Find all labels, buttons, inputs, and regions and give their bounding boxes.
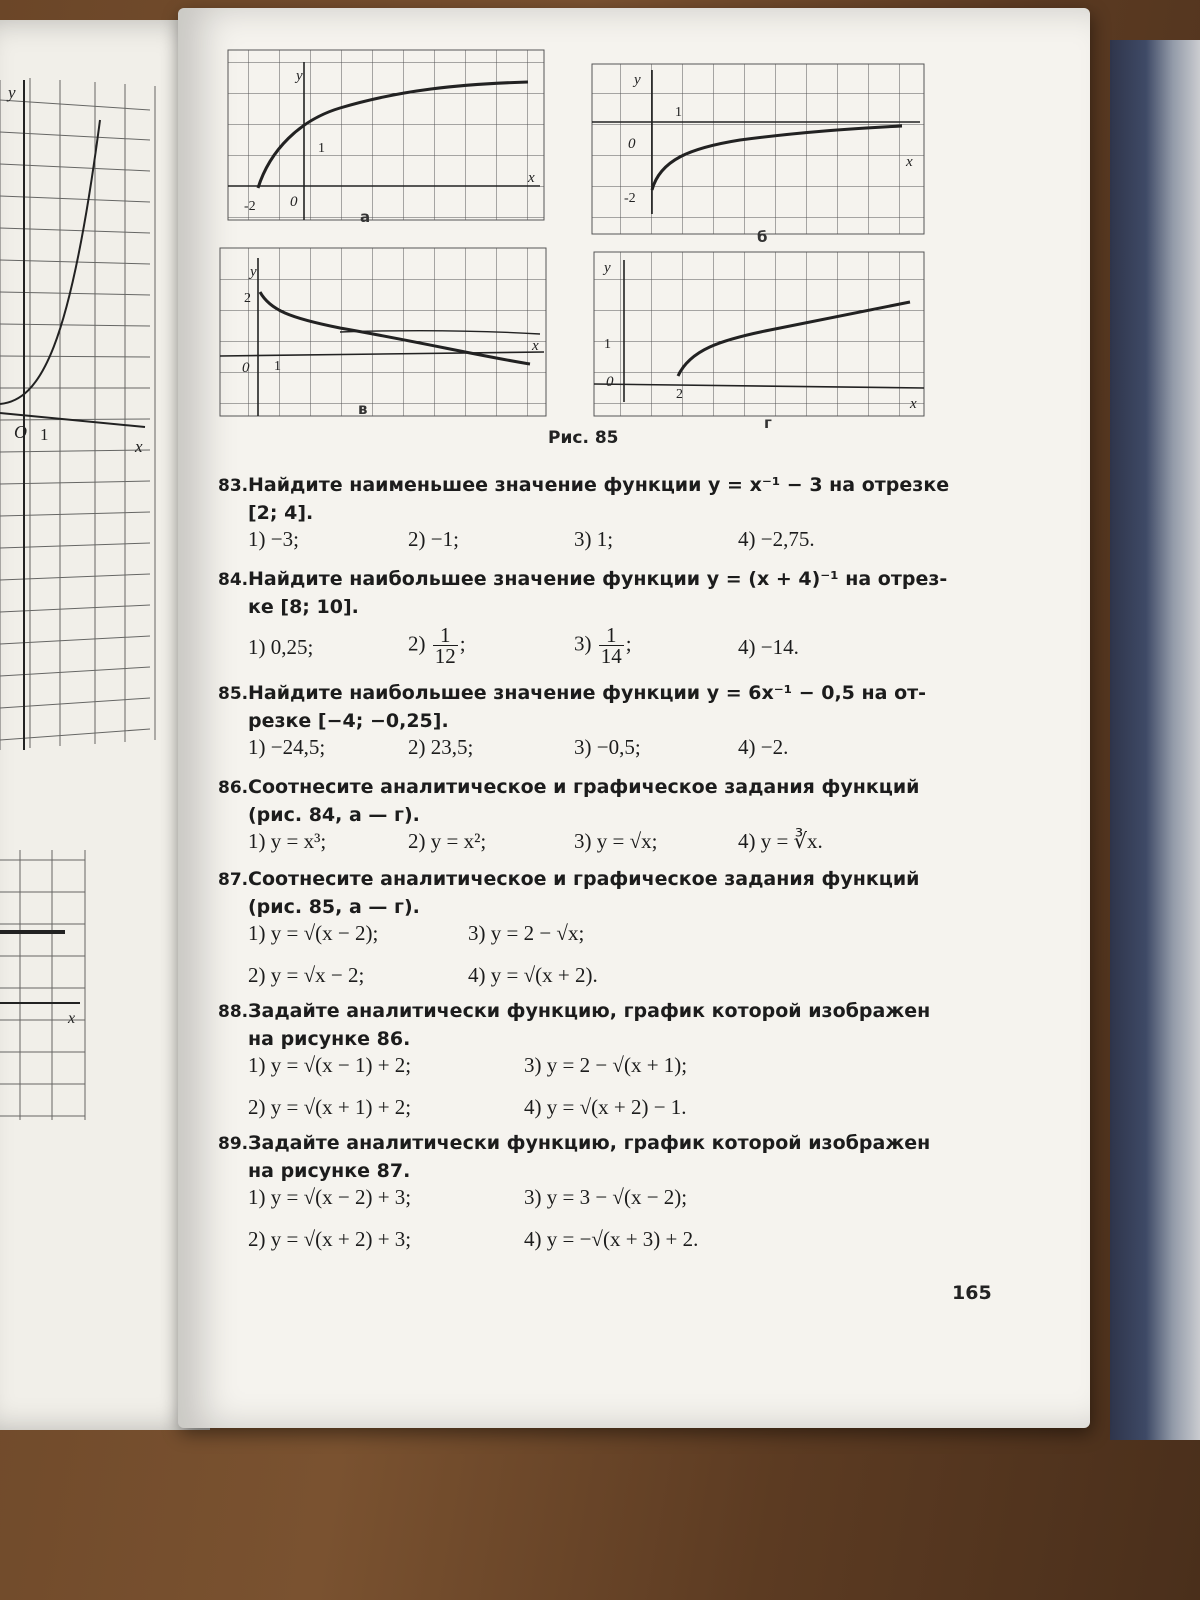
panel-b-y-label: y (634, 72, 641, 88)
problem-84 (218, 566, 978, 673)
panel-b-origin: 0 (628, 136, 636, 152)
problem-text-line2: на рисунке 87. (248, 1160, 411, 1182)
problem-83 (218, 472, 978, 561)
panel-g (594, 252, 924, 416)
answer-option-2-prefix: 2) (408, 631, 426, 656)
fraction-numerator: 1 (599, 625, 624, 646)
figure-85 (0, 0, 1200, 470)
problem-text-line1: Задайте аналитически функцию, график которой изображен (248, 1132, 931, 1154)
panel-a-letter: а (360, 208, 371, 226)
problem-text-line2: (рис. 84, а — г). (248, 804, 420, 826)
problem-text-line1: Соотнесите аналитическое и графическое задания функций (248, 868, 920, 890)
panel-g-x-label: x (910, 396, 917, 412)
fraction-denominator: 12 (434, 644, 456, 668)
problem-text-line1: Соотнесите аналитическое и графическое задания функций (248, 776, 920, 798)
answer-option-4[interactable]: 4) −2,75. (738, 527, 815, 551)
problem-text-line1: Найдите наименьшее значение функции y = x⁻¹ − 3 на отрезке (248, 474, 950, 496)
figure-caption: Рис. 85 (548, 428, 619, 448)
panel-g-tick-1: 1 (604, 337, 611, 352)
answer-option-2[interactable]: 2) y = √(x + 1) + 2; (248, 1095, 412, 1119)
answer-option-1[interactable]: 1) y = x³; (248, 829, 327, 853)
panel-a-tick-neg2: -2 (244, 199, 256, 214)
panel-a (228, 50, 544, 220)
panel-g-tick-2: 2 (676, 387, 683, 402)
left-one-label: 1 (40, 425, 49, 444)
answer-option-3[interactable]: 3) 1; (574, 527, 614, 551)
problem-89 (218, 1130, 978, 1261)
answer-option-4[interactable]: 4) y = √(x + 2). (468, 963, 598, 987)
answer-option-2[interactable]: 2) −1; (408, 527, 459, 551)
panel-v-letter: в (358, 400, 368, 418)
left-origin-label: O (14, 422, 27, 442)
left-y-label: y (8, 83, 16, 102)
panel-v-tick-1: 1 (274, 359, 281, 374)
answer-option-3[interactable]: 3) y = √x; (574, 829, 658, 853)
fraction (599, 625, 624, 666)
answer-option-2[interactable]: 2) y = √(x + 2) + 3; (248, 1227, 412, 1251)
answer-option-1[interactable]: 1) y = √(x − 1) + 2; (248, 1053, 412, 1077)
panel-b-letter: б (757, 228, 768, 246)
panel-b-tick-1: 1 (675, 105, 682, 120)
problem-text-line1: Задайте аналитически функцию, график которой изображен (248, 1000, 931, 1022)
problem-text-line2: ке [8; 10]. (248, 596, 359, 618)
answer-options-row2 (248, 963, 978, 997)
problem-87 (218, 866, 978, 997)
problem-number: 83. (218, 476, 249, 496)
fraction (433, 625, 458, 666)
answer-option-2[interactable]: 2) $\frac{1}{12}$ ; (408, 623, 466, 668)
answer-options-row1 (248, 1053, 978, 1095)
answer-option-1[interactable]: 1) 0,25; (248, 635, 314, 659)
left-x2-label: x (68, 1010, 76, 1027)
answer-option-3[interactable]: 3) −0,5; (574, 735, 641, 759)
answer-option-1[interactable]: 1) y = √(x − 2); (248, 921, 379, 945)
answer-option-3[interactable]: 3) $\frac{1}{14}$ ; (574, 623, 632, 668)
problem-number: 89. (218, 1134, 249, 1154)
problem-text-line2: резке [−4; −0,25]. (248, 710, 449, 732)
problem-text-line2: на рисунке 86. (248, 1028, 411, 1050)
answer-options (248, 527, 978, 561)
panel-v-y-label: y (250, 264, 257, 280)
problem-86 (218, 774, 978, 863)
problem-number: 88. (218, 1002, 249, 1022)
panel-g-y-label: y (604, 260, 611, 276)
panel-v-x-label: x (532, 338, 539, 354)
panel-v (220, 248, 546, 416)
answer-option-3[interactable]: 3) y = 2 − √x; (468, 921, 585, 945)
panel-g-origin: 0 (606, 374, 614, 390)
problem-number: 84. (218, 570, 249, 590)
answer-option-4[interactable]: 4) y = ∛x. (738, 829, 823, 853)
answer-option-3-prefix: 3) (574, 631, 592, 656)
answer-option-4[interactable]: 4) y = −√(x + 3) + 2. (524, 1227, 699, 1251)
problem-number: 86. (218, 778, 249, 798)
panel-a-tick-1: 1 (318, 141, 325, 156)
answer-option-3[interactable]: 3) y = 3 − √(x − 2); (524, 1185, 688, 1209)
answer-option-4[interactable]: 4) −2. (738, 735, 789, 759)
answer-option-2[interactable]: 2) y = √x − 2; (248, 963, 365, 987)
left-x-label: x (135, 437, 143, 456)
problem-text-line1: Найдите наибольшее значение функции y = (x + 4)⁻¹ на отрез- (248, 568, 948, 590)
problem-text-line2: [2; 4]. (248, 502, 314, 524)
answer-options (248, 735, 978, 769)
problem-88 (218, 998, 978, 1129)
answer-options-row2 (248, 1095, 978, 1129)
fraction-numerator: 1 (433, 625, 458, 646)
answer-options (248, 829, 978, 863)
answer-option-2[interactable]: 2) 23,5; (408, 735, 474, 759)
answer-option-2[interactable]: 2) y = x²; (408, 829, 487, 853)
fraction-denominator: 14 (600, 644, 622, 668)
answer-options-row1 (248, 921, 978, 963)
answer-options-row1 (248, 1185, 978, 1227)
problem-number: 87. (218, 870, 249, 890)
answer-option-1[interactable]: 1) y = √(x − 2) + 3; (248, 1185, 412, 1209)
panel-v-origin: 0 (242, 360, 250, 376)
panel-b-x-label: x (906, 154, 913, 170)
answer-option-4[interactable]: 4) −14. (738, 635, 799, 659)
problem-text-line2: (рис. 85, а — г). (248, 896, 420, 918)
answer-option-3[interactable]: 3) y = 2 − √(x + 1); (524, 1053, 688, 1077)
problem-text-line1: Найдите наибольшее значение функции y = 6x⁻¹ − 0,5 на от- (248, 682, 927, 704)
answer-options-row2 (248, 1227, 978, 1261)
panel-a-y-label: y (296, 68, 303, 84)
answer-option-4[interactable]: 4) y = √(x + 2) − 1. (524, 1095, 687, 1119)
panel-b (592, 64, 924, 234)
panel-a-x-label: x (528, 170, 535, 186)
problem-85 (218, 680, 978, 769)
panel-b-tick-neg2: -2 (624, 191, 636, 206)
answer-option-1[interactable]: 1) −3; (248, 527, 299, 551)
answer-option-1[interactable]: 1) −24,5; (248, 735, 326, 759)
panel-v-tick-2: 2 (244, 291, 251, 306)
answer-options (248, 625, 978, 673)
panel-g-letter: г (764, 414, 772, 432)
problem-number: 85. (218, 684, 249, 704)
panel-a-origin: 0 (290, 194, 298, 210)
page-number: 165 (952, 1282, 992, 1304)
